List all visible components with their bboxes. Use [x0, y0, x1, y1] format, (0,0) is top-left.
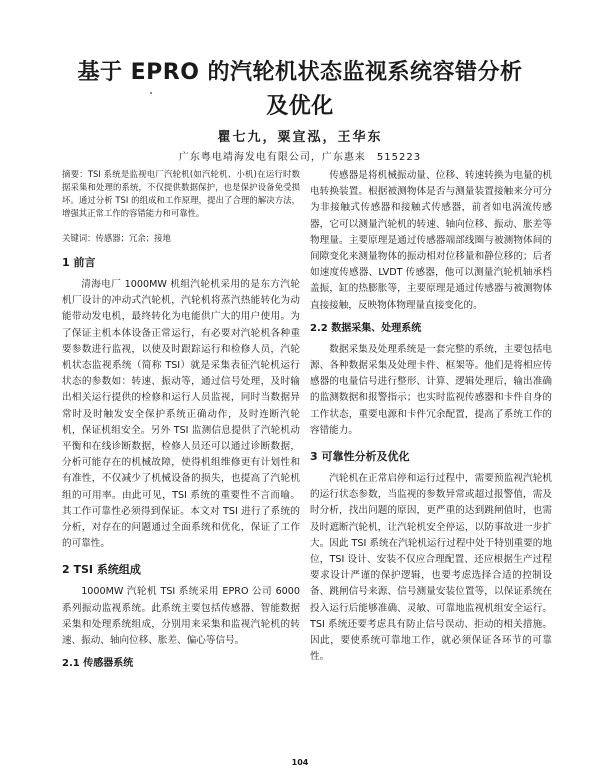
section-2-1-heading: 2.1 传感器系统 — [62, 658, 134, 670]
authors: 瞿七九，粟宣泓，王华东 — [217, 130, 383, 145]
title-line-1: 基于 EPRO 的汽轮机状态监视系统容错分析 — [77, 60, 523, 85]
affiliation: 广东粤电靖海发电有限公司，广东惠来 515223 — [178, 152, 422, 163]
title-line-2: 及优化 — [266, 94, 334, 119]
right-column — [310, 168, 552, 665]
section-2-2-heading: 2.2 数据采集、处理系统 — [310, 322, 422, 334]
scan-speck — [150, 92, 152, 94]
abstract: 摘要：TSI 系统是监视电厂汽轮机(如汽轮机、小机)在运行时数据采集和处理的系统，不仅提供数据保护，也是保护设备免受损坏。通过分析 TSI 的组成和工作原理，提出了合理的解决方法，增强其正常工作的容错能力和可靠性。 — [62, 169, 300, 218]
section-2-1-text: 传感器是将机械振动量、位移、转速转换为电量的机电转换装置。根据被测物体是否与测量装置接触来分可分为非接触式传感器和接触式传感器，前者如电涡流传感器，它可以测量汽轮机的转速、轴向位移、振动、胀差等物理量。主要原理是通过传感器端部线圈与被测物体间的间隙变化来测量物体的振动相对位移量和静位移的；后者如速度传感器、LVDT 传感器，他可以测量汽轮机轴承档盖振，缸的热膨胀等，主要原理是通过传感器与被测物体直接接触，反映物体物理量直接变化的。 — [310, 170, 552, 311]
section-2-2-text: 数据采集及处理系统是一套完整的系统，主要包括电源、各种数据采集及处理卡件、框架等。他们是将相应传感器的电量信号进行整形、计算、逻辑处理后，输出准确的监测数据和报警指示；也实时监视传感器和卡件自身的工作状态，重要电源和卡件冗余配置，提高了系统工作的容错能力。 — [310, 343, 552, 436]
section-1-heading: 1 前言 — [62, 256, 96, 269]
section-3-heading: 3 可靠性分析及优化 — [310, 450, 410, 464]
page-number: 104 — [291, 758, 309, 767]
section-2-text: 1000MW 汽轮机 TSI 系统采用 EPRO 公司 6000 系列振动监视系统。此系统主要包括传感器、智能数据采集和处理系统组成，分别用来采集和监视汽轮机的转速、振动、轴向位移、胀差、偏心等信号。 — [62, 586, 300, 647]
paper-title — [40, 56, 560, 124]
section-2-heading: 2 TSI 系统组成 — [62, 563, 141, 577]
section-1-text: 清海电厂 1000MW 机组汽轮机采用的是东方汽轮机厂设计的冲动式汽轮机，汽轮机将蒸汽热能转化为动能带动发电机，最终转化为电能供广大的用户使用。为了保证主机本体设备正常运行，有必要对汽轮机各种重要参数进行监视，以使及时跟踪运行和检修人员，汽轮机状态监视系统（简称 TSI）就是采集表征汽轮机运行状态的参数如：转速、振动等，通过信号处理，及时输出相关运行提供的检修和运行人员监视，同时当数据异常时及时触发安全保护系统正确动作，及时连断汽轮机，保证机组安全。另外 TSI 监测信息提供了汽轮机动平衡和在线诊断数据，检修人员还可以通过诊断数据，分析可能存在的机械故障，使得机组维修更有计划性和有准性，不仅减少了机械设备的损失，也提高了汽轮机组的可用率。由此可见，TSI 系统的重要性不言而喻。其工作可靠性必须得到保证。本文对 TSI 进行了系统的分析，对存在的问题通过全面系统和优化，保证了工作的可靠性。 — [62, 279, 300, 550]
keywords: 关键词：传感器；冗余；接地 — [62, 233, 171, 243]
left-column — [62, 168, 300, 677]
section-3-text: 汽轮机在正常启停和运行过程中，需要预监视汽轮机的运行状态参数，当监视的参数异常或超过报警值，需及时分析，找出问题的原因，更严重的达到跳闸值时，也需及时遮断汽轮机，让汽轮机安全停运，以防事故进一步扩大。因此 TSI 系统在汽轮机运行过程中处于特别重要的地位，TSI 设计、安装不仅应合理配置、还应根据生产过程要求设计严谨的保护逻辑，也要考虑选择合适的控制设备、跳闸信号来源、信号测量安装位置等，以保证系统在投入运行后能够准确、灵敏、可靠地监视机组安全运行。TSI 系统还要考虑具有防止信号误动、拒动的相关措施。因此，要使系统可靠地工作，就必须保证各环节的可靠性。 — [310, 473, 552, 663]
